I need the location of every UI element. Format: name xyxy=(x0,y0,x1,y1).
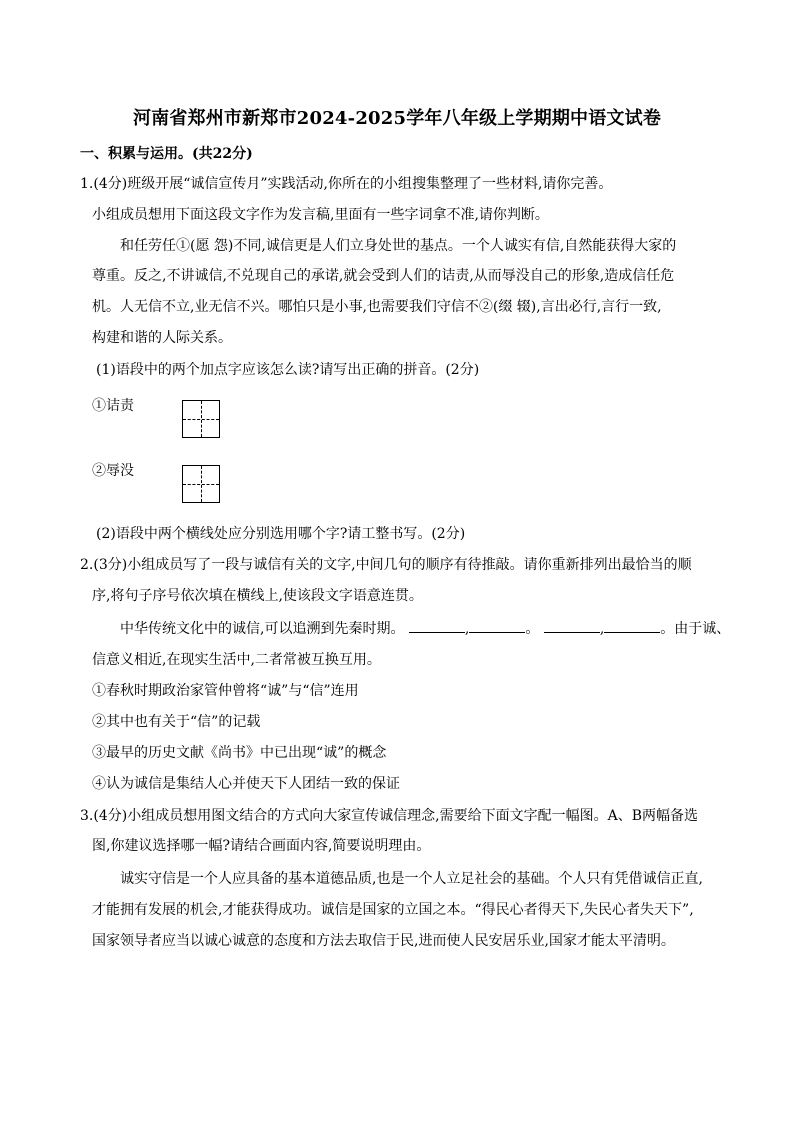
q1-intro: 1.(4分)班级开展“诚信宣传月”实践活动,你所在的小组搜集整理了一些材料,请你完善。 xyxy=(80,176,613,192)
q2-option: ②其中也有关于“信”的记载 xyxy=(92,714,261,730)
q3-passage-line: 才能拥有发展的机会,才能获得成功。诚信是国家的立国之本。“得民心者得天下,失民心者失天下”, xyxy=(92,902,694,918)
q2-intro: 序,将句子序号依次填在横线上,使该段文字语意连贯。 xyxy=(92,588,423,604)
punctuation: , xyxy=(599,621,605,637)
q2-intro: 2.(3分)小组成员写了一段与诚信有关的文字,中间几句的顺序有待推敲。请你重新排列出最恰当的顺 xyxy=(80,557,692,573)
q2-passage-line: 信意义相近,在现实生活中,二者常被互换互用。 xyxy=(92,652,381,668)
q1-sub-question: (1)语段中的两个加点字应该怎么读?请写出正确的拼音。(2分) xyxy=(96,362,480,378)
q3-intro: 3.(4分)小组成员想用图文结合的方式向大家宣传诚信理念,需要给下面文字配一幅图。A、B两幅备选 xyxy=(80,808,699,824)
q2-passage-line xyxy=(120,619,730,639)
q2-option: ③最早的历史文献《尚书》中已出现“诚”的概念 xyxy=(92,745,387,761)
q1-passage-line: 和任劳任①(愿 怨)不同,诚信更是人们立身处世的基点。一个人诚实有信,自然能获得大家的 xyxy=(120,238,677,254)
q3-passage-line: 诚实守信是一个人应具备的基本道德品质,也是一个人立足社会的基础。个人只有凭借诚信正直, xyxy=(120,871,703,887)
answer-blank[interactable] xyxy=(409,620,465,633)
q1-passage-line: 机。人无信不立,业无信不兴。哪怕只是小事,也需要我们守信不②(缀 辍),言出必行,言行一致, xyxy=(92,299,662,315)
page-title: 河南省郑州市新郑市2024-2025学年八年级上学期期中语文试卷 xyxy=(132,108,662,129)
q1-prompt: 小组成员想用下面这段文字作为发言稿,里面有一些字词拿不准,请你判断。 xyxy=(92,207,549,223)
section-heading: 一、积累与运用。(共22分) xyxy=(80,146,253,162)
q2-passage-text: 。由于诚、 xyxy=(660,621,731,637)
q3-passage-line: 国家领导者应当以诚心诚意的态度和方法去取信于民,进而使人民安居乐业,国家才能太平清明。 xyxy=(92,933,675,949)
answer-box[interactable] xyxy=(182,400,220,438)
q2-option: ①春秋时期政治家管仲曾将“诚”与“信”连用 xyxy=(92,683,359,699)
q1-item-label: ②辱没 xyxy=(92,463,134,479)
answer-blank[interactable] xyxy=(604,620,660,633)
answer-blank[interactable] xyxy=(469,620,525,633)
answer-blank[interactable] xyxy=(544,620,600,633)
q2-passage-text: 中华传统文化中的诚信,可以追溯到先秦时期。 xyxy=(120,621,405,637)
q1-passage-line: 构建和谐的人际关系。 xyxy=(92,330,232,346)
q3-intro: 图,你建议选择哪一幅?请结合画面内容,简要说明理由。 xyxy=(92,838,431,854)
q1-sub-question: (2)语段中两个横线处应分别选用哪个字?请工整书写。(2分) xyxy=(96,526,466,542)
punctuation: , xyxy=(464,621,470,637)
q2-option: ④认为诚信是集结人心并使天下人团结一致的保证 xyxy=(92,776,400,792)
answer-box[interactable] xyxy=(182,465,220,503)
q1-item-label: ①诘责 xyxy=(92,398,134,414)
punctuation: 。 xyxy=(525,621,540,637)
q1-passage-line: 尊重。反之,不讲诚信,不兑现自己的承诺,就会受到人们的诘责,从而辱没自己的形象,造成信任危 xyxy=(92,268,675,284)
